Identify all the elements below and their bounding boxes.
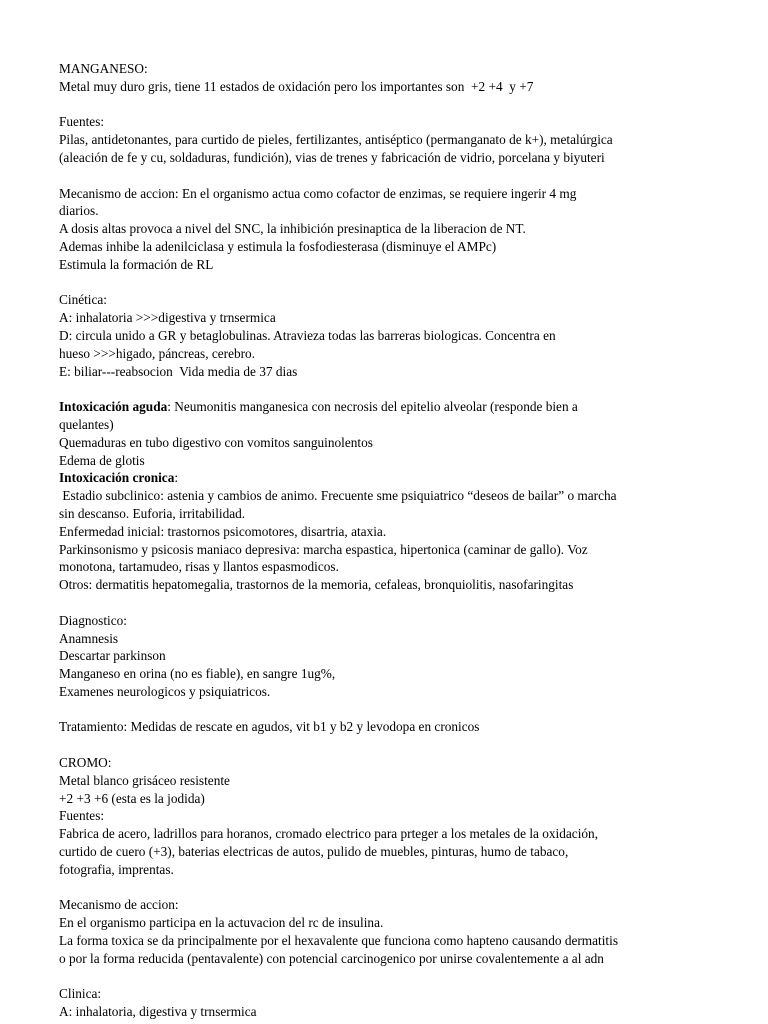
spacer <box>59 736 739 754</box>
intoxicacion-cronica-line: monotona, tartamudeo, risas y llantos espasmodicos. <box>59 559 339 575</box>
intoxicacion-cronica-label: Intoxicación cronica <box>59 470 175 486</box>
spacer <box>59 879 739 897</box>
spacer <box>59 274 739 292</box>
intoxicacion-aguda-text: : Neumonitis manganesica con necrosis del epitelio alveolar (responde bien a <box>167 399 578 415</box>
cromo-fuentes-line: curtido de cuero (+3), baterias electricas de autos, pulido de muebles, pinturas, humo de tabaco, <box>59 844 569 860</box>
cromo-fuentes-heading: Fuentes: <box>59 808 105 824</box>
manganeso-mecanismo-line: Estimula la formación de RL <box>59 256 214 272</box>
diagnostico-line: Manganeso en orina (no es fiable), en sangre 1ug%, <box>59 666 336 682</box>
diagnostico-line: Descartar parkinson <box>59 648 166 664</box>
section-title-cromo: CROMO: <box>59 755 112 771</box>
manganeso-fuentes-line: (aleación de fe y cu, soldaduras, fundición), vias de trenes y fabricación de vidrio, porcelana y biyuteri <box>59 149 605 165</box>
cromo-intro-line: Metal blanco grisáceo resistente <box>59 772 230 788</box>
cromo-mecanismo-line: o por la forma reducida (pentavalente) con potencial carcinogenico por unirse covalentemente a al adn <box>59 950 604 966</box>
spacer <box>59 594 739 612</box>
cromo-fuentes-line: fotografia, imprentas. <box>59 861 174 877</box>
cromo-clinica-heading: Clinica: <box>59 986 102 1002</box>
intoxicacion-aguda-line: Edema de glotis <box>59 452 145 468</box>
intoxicacion-cronica-line: Enfermedad inicial: trastornos psicomotores, disartria, ataxia. <box>59 523 387 539</box>
intoxicacion-cronica-line: sin descanso. Euforia, irritabilidad. <box>59 505 246 521</box>
manganeso-cinetica-heading: Cinética: <box>59 292 107 308</box>
spacer <box>59 968 739 986</box>
intoxicacion-cronica-line: Parkinsonismo y psicosis maniaco depresiva: marcha espastica, hipertonica (caminar de gallo). Voz <box>59 541 588 557</box>
diagnostico-line: Anamnesis <box>59 630 119 646</box>
cromo-clinica-line: A: inhalatoria, digestiva y trnsermica <box>59 1004 257 1020</box>
intoxicacion-aguda-label: Intoxicación aguda <box>59 399 168 415</box>
cromo-fuentes-line: Fabrica de acero, ladrillos para horanos, cromado electrico para prteger a los metales de la oxidación, <box>59 826 599 842</box>
intoxicacion-aguda-line: quelantes) <box>59 416 114 432</box>
spacer <box>59 701 739 719</box>
spacer <box>59 167 739 185</box>
manganeso-mecanismo-line: A dosis altas provoca a nivel del SNC, la inhibición presinaptica de la liberacion de NT. <box>59 221 526 237</box>
section-title-manganeso: MANGANESO: <box>59 61 148 76</box>
cromo-intro-line: +2 +3 +6 (esta es la jodida) <box>59 790 205 806</box>
intoxicacion-aguda-line <box>59 398 739 416</box>
intoxicacion-cronica-colon: : <box>174 470 179 486</box>
intoxicacion-cronica-line: Otros: dermatitis hepatomegalia, trastornos de la memoria, cefaleas, bronquiolitis, nasofaringitas <box>59 577 574 593</box>
cromo-mecanismo-line: En el organismo participa en la actuvacion del rc de insulina. <box>59 915 384 931</box>
document-page <box>59 60 739 1021</box>
cromo-mecanismo-heading: Mecanismo de accion: <box>59 897 179 913</box>
intoxicacion-cronica-heading <box>59 469 739 487</box>
manganeso-cinetica-line: A: inhalatoria >>>digestiva y trnsermica <box>59 310 276 326</box>
diagnostico-line: Examenes neurologicos y psiquiatricos. <box>59 683 271 699</box>
manganeso-fuentes-heading: Fuentes: <box>59 114 105 130</box>
intoxicacion-cronica-line: Estadio subclinico: astenia y cambios de animo. Frecuente sme psiquiatrico “deseos de bailar” o marcha <box>59 488 617 504</box>
manganeso-cinetica-line: D: circula unido a GR y betaglobulinas. Atravieza todas las barreras biologicas. Concentra en <box>59 327 556 343</box>
spacer <box>59 96 739 114</box>
spacer <box>59 380 739 398</box>
manganeso-cinetica-line: E: biliar---reabsocion Vida media de 37 dias <box>59 363 298 379</box>
manganeso-fuentes-line: Pilas, antidetonantes, para curtido de pieles, fertilizantes, antiséptico (permanganato de k+), metalúrgica <box>59 132 613 148</box>
manganeso-mecanismo-line: Mecanismo de accion: En el organismo actua como cofactor de enzimas, se requiere ingerir 4 mg <box>59 185 577 201</box>
manganeso-mecanismo-line: Ademas inhibe la adenilciclasa y estimula la fosfodiesterasa (disminuye el AMPc) <box>59 238 497 254</box>
manganeso-intro: Metal muy duro gris, tiene 11 estados de oxidación pero los importantes son +2 +4 y +7 <box>59 78 534 94</box>
intoxicacion-aguda-line: Quemaduras en tubo digestivo con vomitos sanguinolentos <box>59 434 373 450</box>
diagnostico-heading: Diagnostico: <box>59 612 127 628</box>
manganeso-cinetica-line: hueso >>>higado, páncreas, cerebro. <box>59 345 256 361</box>
cromo-mecanismo-line: La forma toxica se da principalmente por el hexavalente que funciona como hapteno causando dermatitis <box>59 933 618 949</box>
tratamiento-line: Tratamiento: Medidas de rescate en agudos, vit b1 y b2 y levodopa en cronicos <box>59 719 480 735</box>
manganeso-mecanismo-line: diarios. <box>59 203 99 219</box>
